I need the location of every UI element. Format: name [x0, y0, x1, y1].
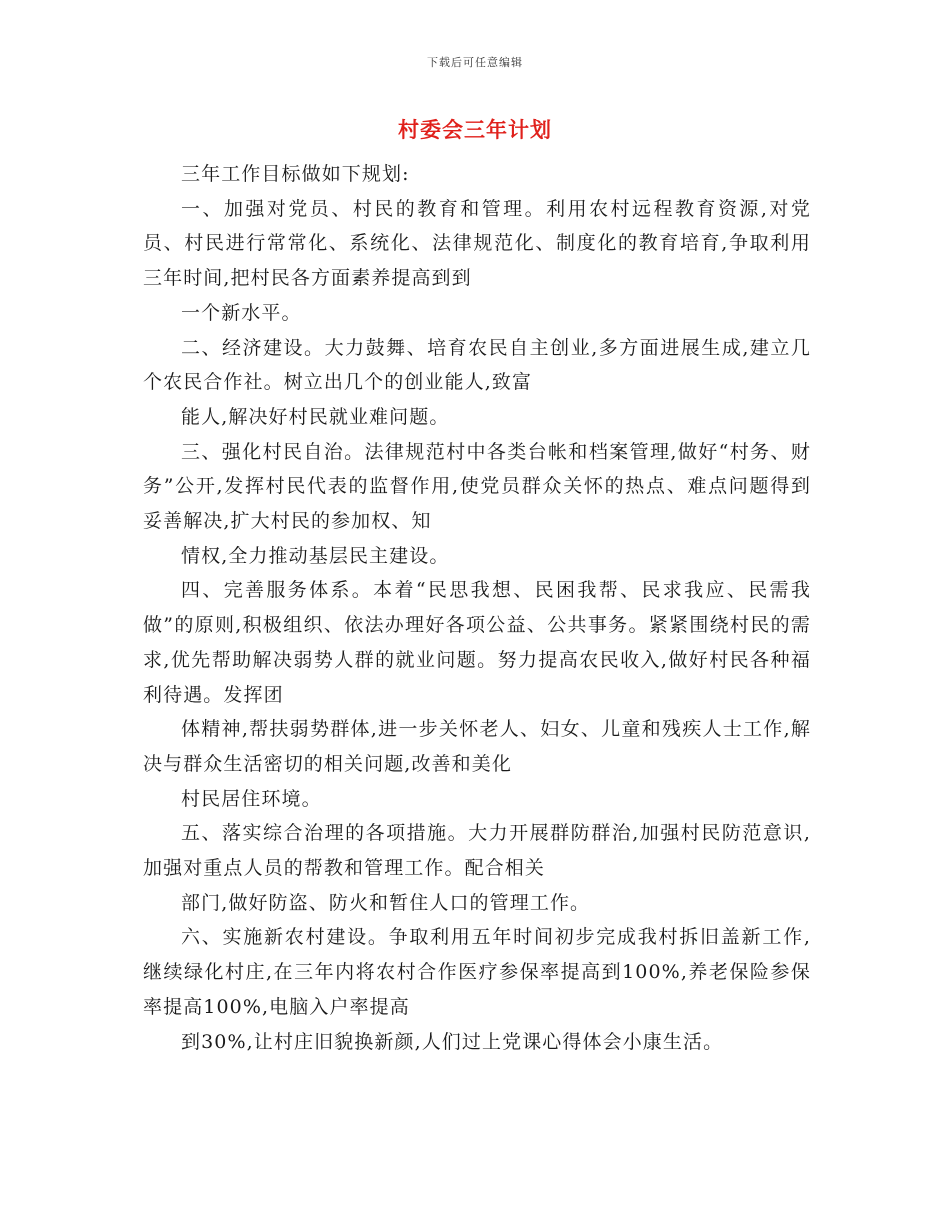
paragraph-section-4-cont: 体精神,帮扶弱势群体,进一步关怀老人、妇女、儿童和残疾人士工作,解决与群众生活密切的相关问题,改善和美化 [143, 718, 811, 775]
paragraph-section-5-cont: 部门,做好防盗、防火和暂住人口的管理工作。 [181, 891, 591, 914]
paragraph-section-1-cont: 一个新水平。 [181, 301, 302, 324]
paragraph-section-3-cont: 情权,全力推动基层民主建设。 [181, 544, 450, 567]
paragraph-section-2: 二、经济建设。大力鼓舞、培育农民自主创业,多方面进展生成,建立几个农民合作社。树立出几个的创业能人,致富 [143, 336, 811, 394]
paragraph-section-5: 五、落实综合治理的各项措施。大力开展群防群治,加强村民防范意识,加强对重点人员的帮教和管理工作。配合相关 [143, 822, 811, 880]
document-body [143, 157, 811, 1059]
document-title: 村委会三年计划 [398, 118, 552, 142]
paragraph-section-1: 一、加强对党员、村民的教育和管理。利用农村远程教育资源,对党员、村民进行常常化、系统化、法律规范化、制度化的教育培育,争取利用三年时间,把村民各方面素养提高到到 [143, 197, 811, 290]
paragraph-intro: 三年工作目标做如下规划: [181, 163, 410, 185]
paragraph-section-4: 四、完善服务体系。本着“民思我想、民困我帮、民求我应、民需我做”的原则,积极组织、依法办理好各项公益、公共事务。紧紧围绕村民的需求,优先帮助解决弱势人群的就业问题。努力提高农民收入,做好村民各种福利待遇。发挥团 [143, 579, 811, 706]
paragraph-section-3: 三、强化村民自治。法律规范村中各类台帐和档案管理,做好“村务、财务”公开,发挥村民代表的监督作用,使党员群众关怀的热点、难点问题得到妥善解决,扩大村民的参加权、知 [143, 440, 811, 533]
paragraph-section-4-end: 村民居住环境。 [181, 787, 322, 810]
page-header-note: 下载后可任意编辑 [427, 56, 523, 69]
paragraph-section-2-cont: 能人,解决好村民就业难问题。 [181, 405, 450, 428]
paragraph-section-6: 六、实施新农村建设。争取利用五年时间初步完成我村拆旧盖新工作,继续绿化村庄,在三年内将农村合作医疗参保率提高到100%,养老保险参保率提高100%,电脑入户率提高 [143, 926, 811, 1018]
paragraph-section-6-cont: 到30%,让村庄旧貌换新颜,人们过上党课心得体会小康生活。 [181, 1030, 724, 1053]
